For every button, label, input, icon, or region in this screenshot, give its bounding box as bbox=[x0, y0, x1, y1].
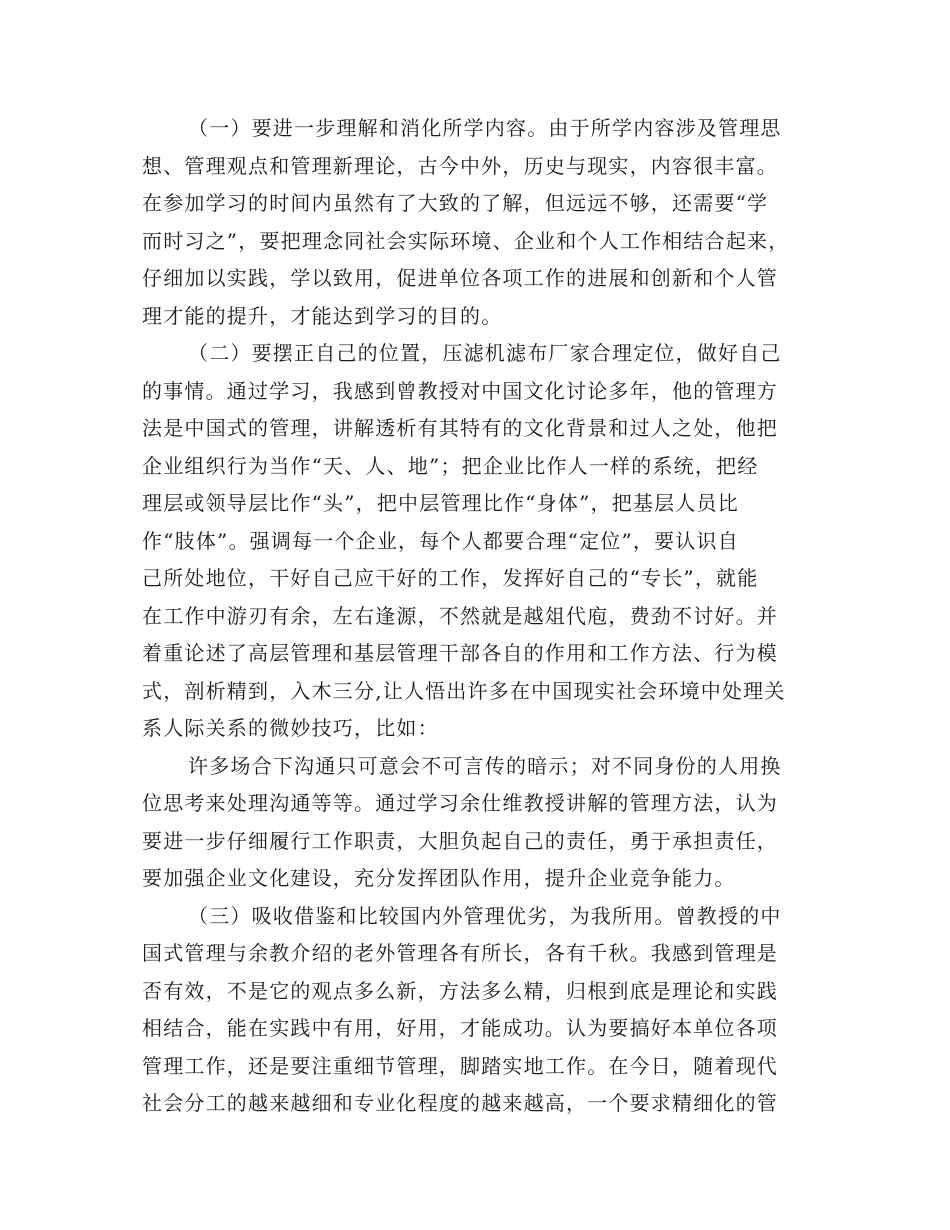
paragraph-4-line-1: （三）吸收借鉴和比较国内外管理优劣，为我所用。曾教授的中 bbox=[188, 903, 782, 928]
paragraph-2-line-10: 式，剖析精到，入木三分,让人悟出许多在中国现实社会环境中处理关 bbox=[142, 678, 786, 703]
paragraph-4-line-5: 管理工作，还是要注重细节管理，脚踏实地工作。在今日，随着现代 bbox=[142, 1053, 778, 1078]
paragraph-1-line-3: 在参加学习的时间内虽然有了大致的了解，但远远不够，还需要“学 bbox=[142, 191, 769, 215]
paragraph-3-line-2: 位思考来处理沟通等等。通过学习余仕维教授讲解的管理方法，认为 bbox=[142, 791, 778, 815]
paragraph-1-line-2: 想、管理观点和管理新理论，古今中外，历史与现实，内容很丰富。 bbox=[142, 153, 778, 178]
paragraph-2-line-3: 法是中国式的管理，讲解透析有其特有的文化背景和过人之处，他把 bbox=[142, 416, 778, 440]
paragraph-3-line-4: 要加强企业文化建设，充分发挥团队作用，提升企业竞争能力。 bbox=[142, 866, 736, 890]
paragraph-1-line-6: 理才能的提升，才能达到学习的目的。 bbox=[142, 303, 503, 328]
paragraph-2-line-7: 己所处地位，干好自己应干好的工作，发挥好自己的“专长”，就能 bbox=[142, 566, 759, 590]
paragraph-3-line-1: 许多场合下沟通只可意会不可言传的暗示；对不同身份的人用换 bbox=[188, 753, 782, 778]
paragraph-1-line-4: 而时习之”，要把理念同社会实际环境、企业和个人工作相结合起来， bbox=[142, 228, 790, 253]
paragraph-2-line-4: 企业组织行为当作“天、人、地”；把企业比作人一样的系统，把经 bbox=[142, 453, 759, 478]
paragraph-1-line-5: 仔细加以实践，学以致用，促进单位各项工作的进展和创新和个人管 bbox=[142, 266, 778, 290]
paragraph-4-line-3: 否有效，不是它的观点多么新，方法多么精，归根到底是理论和实践 bbox=[142, 978, 778, 1003]
paragraph-2-line-2: 的事情。通过学习，我感到曾教授对中国文化讨论多年，他的管理方 bbox=[142, 378, 778, 403]
paragraph-3-line-3: 要进一步仔细履行工作职责，大胆负起自己的责任，勇于承担责任， bbox=[142, 828, 778, 853]
paragraph-2-line-1: （二）要摆正自己的位置，压滤机滤布厂家合理定位，做好自己 bbox=[188, 341, 782, 365]
paragraph-1-line-1: （一）要进一步理解和消化所学内容。由于所学内容涉及管理思 bbox=[188, 116, 782, 140]
paragraph-2-line-11: 系人际关系的微妙技巧，比如： bbox=[142, 716, 439, 740]
paragraph-4-line-6: 社会分工的越来越细和专业化程度的越来越高，一个要求精细化的管 bbox=[142, 1091, 778, 1115]
document-body bbox=[142, 110, 807, 1123]
paragraph-2-line-9: 着重论述了高层管理和基层管理干部各自的作用和工作方法、行为模 bbox=[142, 641, 778, 665]
paragraph-2-line-8: 在工作中游刃有余，左右逢源，不然就是越俎代庖，费劲不讨好。并 bbox=[142, 603, 778, 628]
paragraph-4-line-2: 国式管理与余教介绍的老外管理各有所长，各有千秋。我感到管理是 bbox=[142, 941, 778, 965]
paragraph-4-line-4: 相结合，能在实践中有用，好用，才能成功。认为要搞好本单位各项 bbox=[142, 1016, 778, 1040]
paragraph-2-line-5: 理层或领导层比作“头”，把中层管理比作“身体”，把基层人员比 bbox=[142, 491, 739, 515]
paragraph-2-line-6: 作“肢体”。强调每一个企业，每个人都要合理“定位”，要认识自 bbox=[142, 528, 739, 553]
